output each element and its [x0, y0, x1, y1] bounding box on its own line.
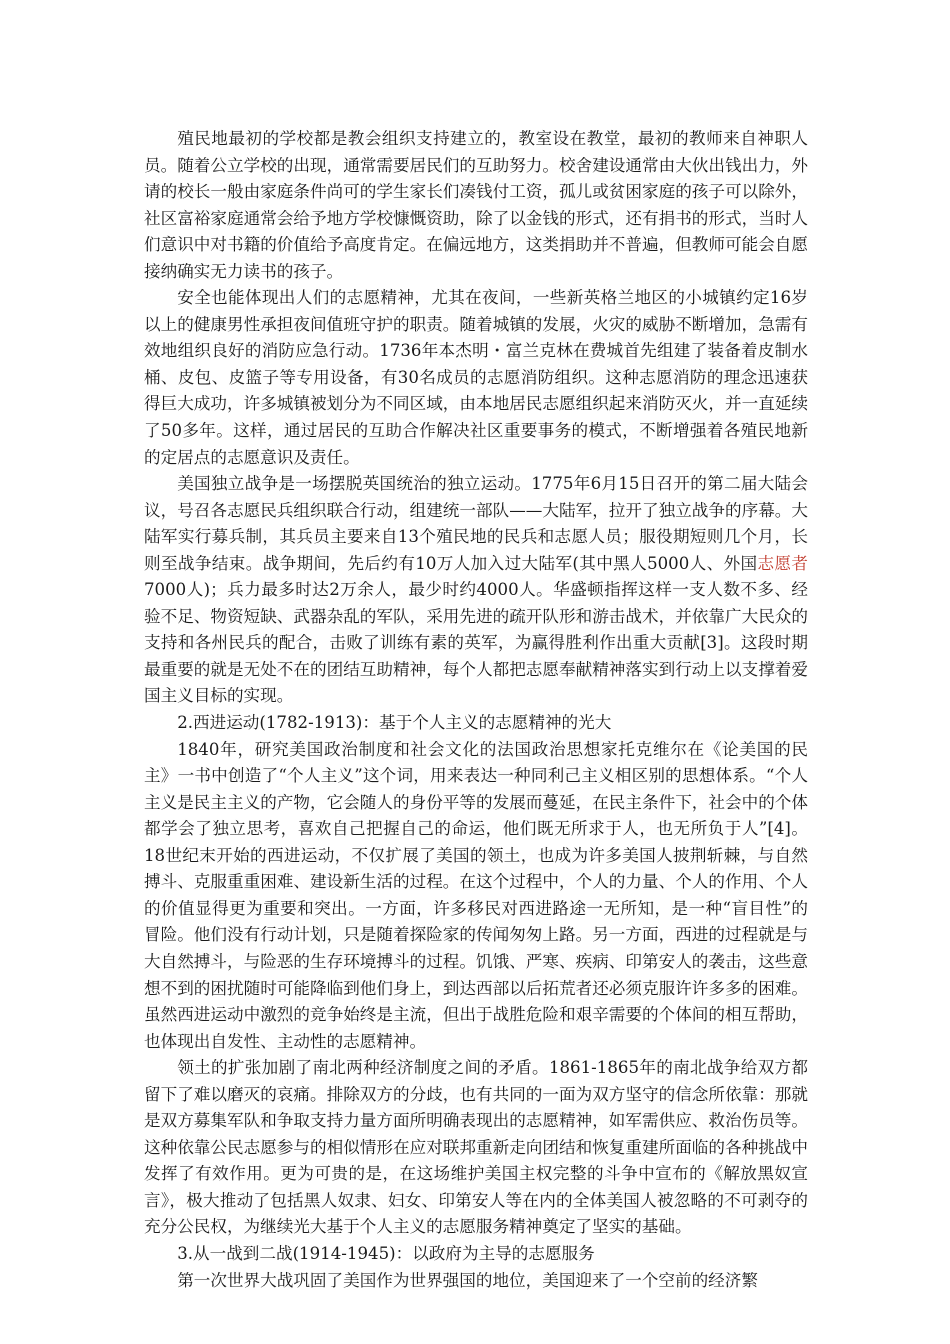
paragraph-text-before-link: 美国独立战争是一场摆脱英国统治的独立运动。1775年6月15日召开的第二届大陆会议，号召各志愿民兵组织联合行动，组建统一部队——大陆军，拉开了独立战争的序幕。大陆军实行募兵制，其兵员主要来自13个殖民地的民兵和志愿人员；服役期短则几个月，长则至战争结束。战争期间，先后约有10万人加入过大陆军(其中黑人5000人、外国 [144, 474, 808, 573]
paragraph-colonial-schools: 殖民地最初的学校都是教会组织支持建立的，教室设在教堂，最初的教师来自神职人员。随着公立学校的出现，通常需要居民们的互助努力。校舍建设通常由大伙出钱出力，外请的校长一般由家庭条件尚可的学生家长们凑钱付工资，孤儿或贫困家庭的孩子可以除外，社区富裕家庭通常会给予地方学校慷慨资助，除了以金钱的形式，还有捐书的形式，当时人们意识中对书籍的价值给予高度肯定。在偏远地方，这类捐助并不普遍，但教师可能会自愿接纳确实无力读书的孩子。 [144, 129, 808, 281]
section-heading-westward-movement: 2.西进运动(1782-1913)：基于个人主义的志愿精神的光大 [177, 713, 612, 733]
document-body [144, 126, 808, 1294]
paragraph-individualism: 1840年，研究美国政治制度和社会文化的法国政治思想家托克维尔在《论美国的民主》一书中创造了“个人主义”这个词，用来表达一种同利己主义相区别的思想体系。“个人主义是民主主义的产物，它会随人的身份平等的发展而蔓延，在民主条件下，社会中的个体都学会了独立思考，喜欢自己把握自己的命运，他们既无所求于人，也无所负于人”[4]。18世纪末开始的西进运动，不仅扩展了美国的领土，也成为许多美国人披荆斩棘，与自然搏斗、克服重重困难、建设新生活的过程。在这个过程中，个人的力量、个人的作用、个人的价值显得更为重要和突出。一方面，许多移民对西进路途一无所知，是一种“盲目性”的冒险。他们没有行动计划，只是随着探险家的传闻匆匆上路。另一方面，西进的过程就是与大自然搏斗，与险恶的生存环境搏斗的过程。饥饿、严寒、疾病、印第安人的袭击，这些意想不到的困扰随时可能降临到他们身上，到达西部以后拓荒者还必须克服许许多多的困难。虽然西进运动中激烈的竞争始终是主流，但出于战胜危险和艰辛需要的个体间的相互帮助，也体现出自发性、主动性的志愿精神。 [144, 739, 808, 1051]
volunteer-link[interactable]: 志愿者 [757, 553, 808, 573]
paragraph-independence-war [144, 471, 808, 710]
section-heading-world-wars: 3.从一战到二战(1914-1945)：以政府为主导的志愿服务 [177, 1243, 595, 1263]
paragraph-civil-war: 领土的扩张加剧了南北两种经济制度之间的矛盾。1861-1865年的南北战争给双方都留下了难以磨灭的哀痛。排除双方的分歧，也有共同的一面为双方坚守的信念所依靠：那就是双方募集军队和争取支持力量方面所明确表现出的志愿精神，如军需供应、救治伤员等。这种依靠公民志愿参与的相似情形在应对联邦重新走向团结和恢复重建所面临的各种挑战中发挥了有效作用。更为可贵的是，在这场维护美国主权完整的斗争中宣布的《解放黑奴宣言》，极大推动了包括黑人奴隶、妇女、印第安人等在内的全体美国人被忽略的不可剥夺的充分公民权，为继续光大基于个人主义的志愿服务精神奠定了坚实的基础。 [144, 1058, 808, 1237]
paragraph-world-war-one: 第一次世界大战巩固了美国作为世界强国的地位，美国迎来了一个空前的经济繁 [177, 1270, 758, 1290]
paragraph-text-after-link: 7000人)；兵力最多时达2万余人，最少时约4000人。华盛顿指挥这样一支人数不多、经验不足、物资短缺、武器杂乱的军队，采用先进的疏开队形和游击战术，并依靠广大民众的支持和各州民兵的配合，击败了训练有素的英军，为赢得胜利作出重大贡献[3]。这段时期最重要的就是无处不在的团结互助精神，每个人都把志愿奉献精神落实到行动上以支撑着爱国主义目标的实现。 [144, 580, 808, 706]
paragraph-volunteer-firefighting: 安全也能体现出人们的志愿精神，尤其在夜间，一些新英格兰地区的小城镇约定16岁以上的健康男性承担夜间值班守护的职责。随着城镇的发展，火灾的威胁不断增加，急需有效地组织良好的消防应急行动。1736年本杰明・富兰克林在费城首先组建了装备着皮制水桶、皮包、皮篮子等专用设备，有30名成员的志愿消防组织。这种志愿消防的理念迅速获得巨大成功，许多城镇被划分为不同区域，由本地居民志愿组织起来消防灭火，并一直延续了50多年。这样，通过居民的互助合作解决社区重要事务的模式，不断增强着各殖民地新的定居点的志愿意识及责任。 [144, 288, 808, 467]
